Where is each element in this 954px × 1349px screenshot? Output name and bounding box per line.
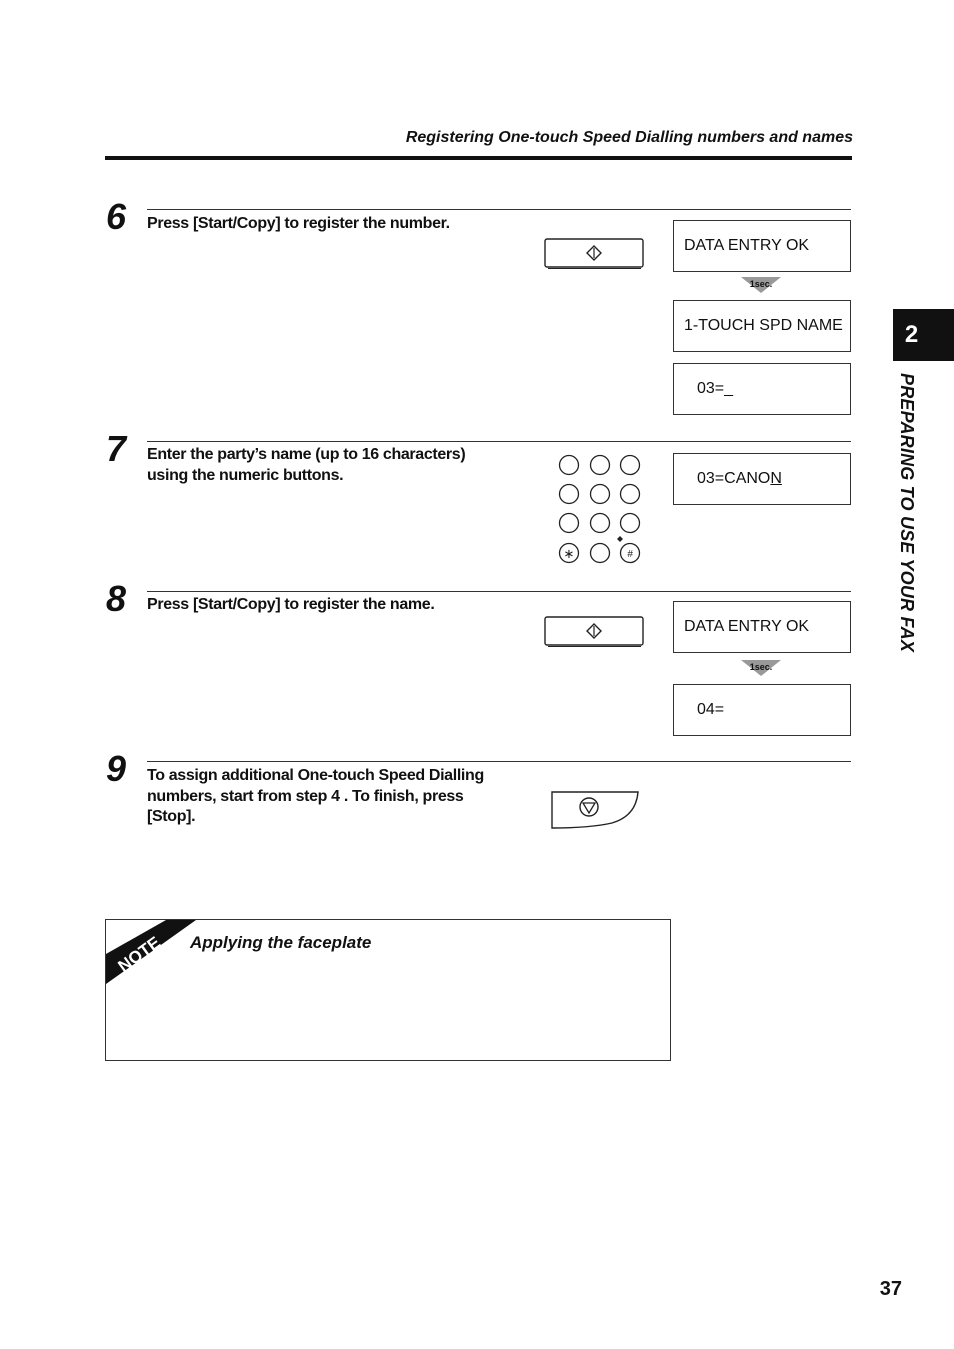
- lcd-display-data-entry-ok: [673, 601, 851, 653]
- one-second-arrow-icon: [741, 660, 781, 676]
- running-header: Registering One-touch Speed Dialling numbers and names: [405, 129, 853, 146]
- note-badge-text: NOTE: [114, 932, 164, 976]
- lcd-cursor-char: N: [770, 470, 782, 487]
- step-6-number: 6: [106, 196, 127, 237]
- note-badge: [106, 920, 198, 986]
- step-9-text: [147, 766, 517, 828]
- star-key-label: ∗: [563, 547, 575, 562]
- step-9-text-line-3: [Stop].: [147, 808, 196, 825]
- lcd-display-touch-spd-name: [673, 300, 851, 352]
- step-9-text-line-1: To assign additional One-touch Speed Dialling: [147, 767, 484, 784]
- numeric-keypad-icon: [556, 452, 644, 567]
- lcd-text: DATA ENTRY OK: [684, 618, 810, 635]
- start-copy-button-icon: [544, 616, 645, 648]
- lcd-text: 04=: [697, 701, 725, 718]
- step-7-text-line-2: using the numeric buttons.: [147, 466, 344, 484]
- timing-label: 1sec.: [749, 662, 773, 672]
- chapter-number: 2: [904, 321, 919, 348]
- step-7-text-line-1: Enter the party’s name (up to 16 characters): [147, 446, 466, 463]
- hash-key-label: #: [627, 549, 633, 560]
- start-copy-button-icon: [544, 238, 645, 270]
- chapter-tab: [893, 309, 954, 361]
- lcd-display-data-entry-ok: [673, 220, 851, 272]
- step-7-number: 7: [106, 428, 127, 469]
- step-8-number: 8: [106, 578, 127, 619]
- lcd-text: 03=_: [697, 380, 734, 397]
- lcd-text: DATA ENTRY OK: [684, 237, 810, 254]
- step-9-text-line-2: numbers, start from step 4 . To finish, press: [147, 787, 464, 805]
- step-7-rule: [147, 441, 851, 442]
- step-9-rule: [147, 761, 851, 762]
- timing-label: 1sec.: [749, 279, 773, 289]
- lcd-display-entry-04: [673, 684, 851, 736]
- lcd-display-entry-03: [673, 363, 851, 415]
- step-9-number: 9: [106, 748, 127, 789]
- step-7-text: [147, 445, 517, 486]
- step-6-rule: [147, 209, 851, 210]
- lcd-text: 03=CANO: [697, 470, 771, 487]
- note-title: Applying the faceplate: [190, 933, 372, 952]
- page-number: 37: [879, 1278, 902, 1300]
- step-8-text: Press [Start/Copy] to register the name.: [147, 596, 435, 613]
- step-6-text: Press [Start/Copy] to register the number.: [147, 215, 450, 232]
- lcd-text: 1-TOUCH SPD NAME: [684, 317, 843, 334]
- stop-button-icon: [550, 788, 642, 832]
- step-8-rule: [147, 591, 851, 592]
- lcd-display-name-entry: [673, 453, 851, 505]
- one-second-arrow-icon: [741, 277, 781, 293]
- header-rule: [105, 156, 852, 160]
- chapter-title: PREPARING TO USE YOUR FAX: [897, 373, 917, 653]
